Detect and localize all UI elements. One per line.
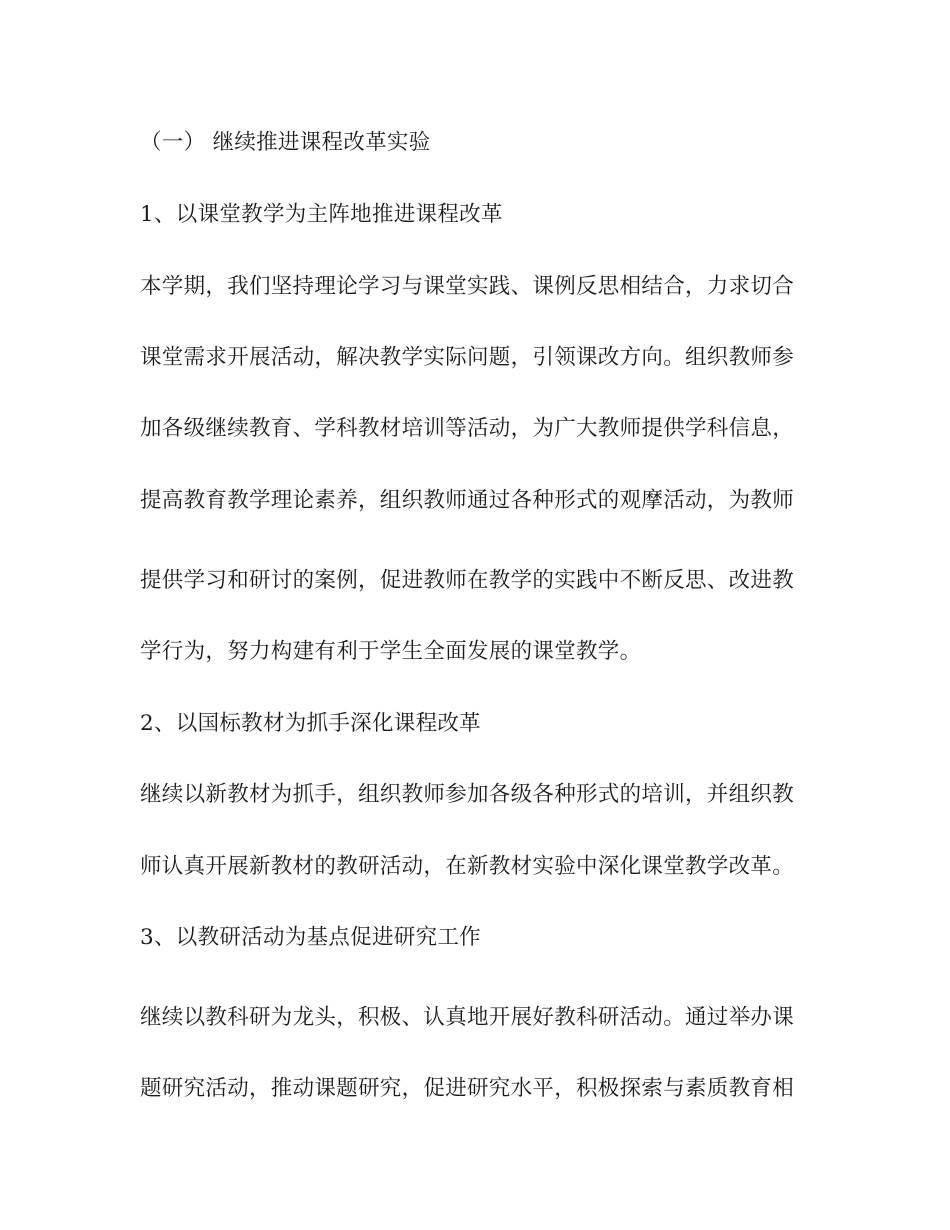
item-2-heading: 2、以国标教材为抓手深化课程改革	[140, 711, 481, 736]
item-3-heading: 3、以教研活动为基点促进研究工作	[140, 925, 481, 950]
section-heading: （一） 继续推进课程改革实验	[140, 130, 431, 155]
paragraph-line: 课堂需求开展活动，解决教学实际问题，引领课改方向。组织教师参	[140, 345, 795, 370]
paragraph-line: 题研究活动，推动课题研究，促进研究水平，积极探索与素质教育相	[140, 1076, 795, 1101]
paragraph-line: 学行为，努力构建有利于学生全面发展的课堂教学。	[140, 639, 642, 664]
paragraph-line: 提高教育教学理论素养，组织教师通过各种形式的观摩活动，为教师	[140, 488, 795, 513]
paragraph-line: 提供学习和研讨的案例，促进教师在教学的实践中不断反思、改进教	[140, 568, 795, 593]
paragraph-line: 本学期，我们坚持理论学习与课堂实践、课例反思相结合，力求切合	[140, 274, 795, 299]
paragraph-line: 师认真开展新教材的教研活动，在新教材实验中深化课堂教学改革。	[140, 854, 795, 879]
item-1-heading: 1、以课堂教学为主阵地推进课程改革	[140, 202, 503, 227]
paragraph-line: 继续以新教材为抓手，组织教师参加各级各种形式的培训，并组织教	[140, 782, 795, 807]
paragraph-line: 加各级继续教育、学科教材培训等活动，为广大教师提供学科信息，	[140, 416, 795, 441]
paragraph-line: 继续以教科研为龙头，积极、认真地开展好教科研活动。通过举办课	[140, 1005, 795, 1030]
